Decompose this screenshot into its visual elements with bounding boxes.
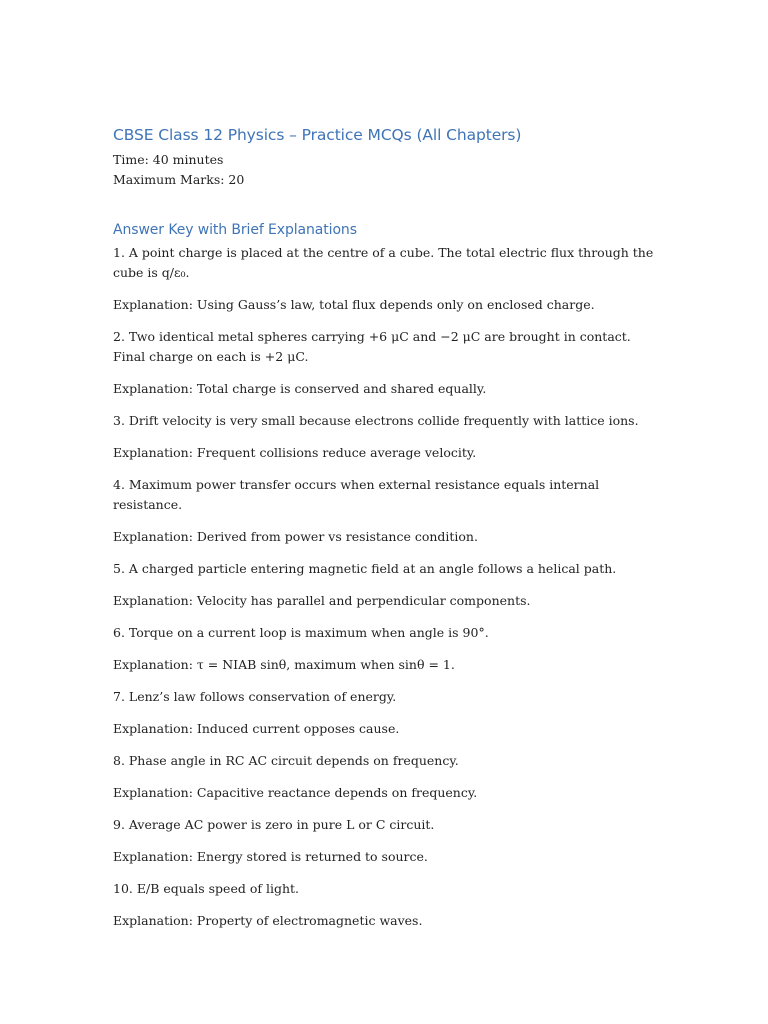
- answer-question: 7. Lenz’s law follows conservation of energy.: [113, 689, 397, 704]
- answer-key-list: [113, 243, 658, 931]
- answer-key-heading: Answer Key with Brief Explanations: [113, 222, 357, 238]
- answer-question: 8. Phase angle in RC AC circuit depends on frequency.: [113, 753, 459, 768]
- answer-item-5: [113, 559, 658, 611]
- exam-max-marks: Maximum Marks: 20: [113, 172, 245, 187]
- exam-time: Time: 40 minutes: [113, 152, 224, 167]
- answer-explanation: Explanation: Capacitive reactance depends on frequency.: [113, 785, 478, 800]
- answer-question: 6. Torque on a current loop is maximum when angle is 90°.: [113, 625, 489, 640]
- answer-item-2: [113, 327, 658, 399]
- answer-question: 9. Average AC power is zero in pure L or C circuit.: [113, 817, 435, 832]
- answer-explanation: Explanation: Induced current opposes cause.: [113, 721, 400, 736]
- document-title: CBSE Class 12 Physics – Practice MCQs (All Chapters): [113, 126, 522, 144]
- answer-item-10: [113, 879, 658, 931]
- answer-item-6: [113, 623, 658, 675]
- answer-explanation: Explanation: Derived from power vs resistance condition.: [113, 529, 478, 544]
- answer-explanation: Explanation: τ = NIAB sinθ, maximum when sinθ = 1.: [113, 657, 455, 672]
- answer-item-4: [113, 475, 658, 547]
- answer-question: 2. Two identical metal spheres carrying +6 μC and −2 μC are brought in contact. Final charge on each is +2 μC.: [113, 329, 631, 364]
- answer-item-1: [113, 243, 658, 315]
- document-page: [113, 124, 658, 943]
- answer-explanation: Explanation: Total charge is conserved and shared equally.: [113, 381, 487, 396]
- answer-explanation: Explanation: Energy stored is returned to source.: [113, 849, 428, 864]
- answer-item-7: [113, 687, 658, 739]
- answer-question: 1. A point charge is placed at the centre of a cube. The total electric flux through the cube is q/ε₀.: [113, 245, 654, 280]
- answer-explanation: Explanation: Using Gauss’s law, total flux depends only on enclosed charge.: [113, 297, 595, 312]
- answer-question: 5. A charged particle entering magnetic field at an angle follows a helical path.: [113, 561, 617, 576]
- answer-question: 10. E/B equals speed of light.: [113, 881, 299, 896]
- answer-explanation: Explanation: Frequent collisions reduce average velocity.: [113, 445, 477, 460]
- answer-question: 4. Maximum power transfer occurs when external resistance equals internal resistance.: [113, 477, 600, 512]
- answer-question: 3. Drift velocity is very small because electrons collide frequently with lattice ions.: [113, 413, 639, 428]
- answer-explanation: Explanation: Velocity has parallel and perpendicular components.: [113, 593, 531, 608]
- answer-item-8: [113, 751, 658, 803]
- answer-item-9: [113, 815, 658, 867]
- answer-item-3: [113, 411, 658, 463]
- answer-explanation: Explanation: Property of electromagnetic waves.: [113, 913, 423, 928]
